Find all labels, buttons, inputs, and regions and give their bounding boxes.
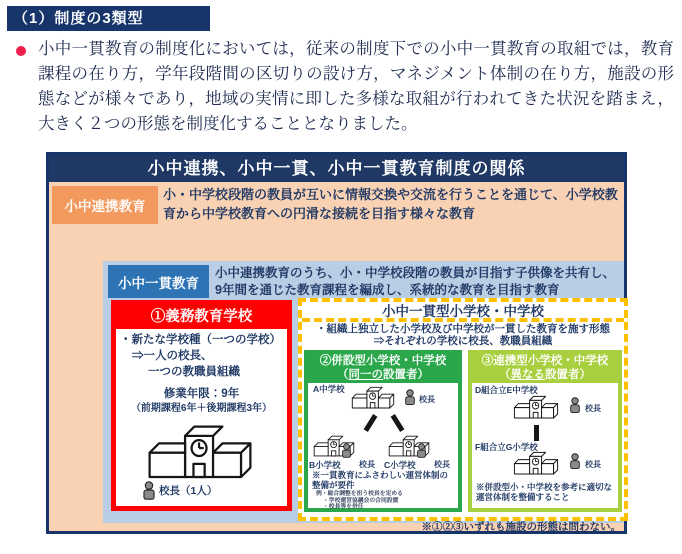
- relationship-diagram: [46, 152, 627, 534]
- renkei-education-description: 小・中学校段階の教員が互いに情報交換や交流を行うことを通じて、小学校教育から中学校教育への円滑な接続を目指す様々な教育: [163, 187, 618, 221]
- gimu-box-body: [116, 329, 287, 506]
- gimu-line3: 一つの教職員組織: [148, 366, 240, 378]
- school-f-principal-icon: [569, 453, 581, 469]
- school-d-building-icon: [512, 394, 560, 424]
- arrow-to-school-c: [391, 414, 405, 432]
- school-a-principal-label: 校長: [419, 395, 435, 404]
- school-f-building-icon: [512, 450, 560, 480]
- school-c-label: C小学校: [384, 460, 416, 470]
- ikkan-gata-box: [298, 298, 628, 521]
- school-f-principal-label: 校長: [585, 460, 601, 469]
- principal-person-icon: [142, 481, 156, 500]
- intro-paragraph: 小中一貫教育の制度化においては，従来の制度下での小中一貫教育の取組では，教育課程の在り方，学年段階間の区切りの設け方，マネジメント体制の在り方，施設の形態などが様々であり，地域の実情に即した多様な取組が行われてきた状況を踏まえ，大きく２つの形態を制度化することとなりました。: [38, 39, 675, 133]
- school-a-building-icon: [350, 385, 396, 413]
- renkei-gata-note: ※併設型小・中学校を参考に適切な運営体制を整備すること: [476, 482, 613, 502]
- heisetsu-note: ※一貫教育にふさわしい運営体制の整備が要件: [312, 470, 449, 490]
- school-b-principal-icon: [341, 443, 352, 458]
- renkei-gata-title-line2: （異なる設置者）: [499, 368, 591, 381]
- school-d-principal-label: 校長: [585, 404, 601, 413]
- gimu-line2: ⇒一人の校長、: [132, 350, 213, 362]
- arrow-to-school-b: [364, 414, 378, 432]
- heisetsu-box: [304, 350, 462, 512]
- school-a-label: A中学校: [313, 384, 345, 394]
- gimu-kyoiku-gakko-box: [111, 300, 292, 511]
- heisetsu-title: [308, 354, 458, 383]
- heisetsu-title-line2: （同一の設置者）: [337, 368, 429, 381]
- heisetsu-example-line1: 例・総合調整を担う校長を定める: [316, 491, 403, 497]
- renkei-gata-title: [472, 354, 618, 383]
- heisetsu-body: [308, 383, 458, 511]
- renkei-gata-box: [468, 350, 622, 512]
- bullet-icon: [16, 46, 26, 56]
- section-header-label: （1）制度の3類型: [13, 10, 144, 27]
- ikkan-gata-desc-line1: ・組織上独立した小学校及び中学校が一貫した教育を施す形態: [316, 323, 610, 335]
- gimu-principal-row: [142, 481, 217, 500]
- school-d-principal-icon: [569, 397, 581, 413]
- gimu-box-title: ①義務教育学校: [116, 305, 287, 329]
- school-b-principal-label: 校長: [359, 460, 375, 469]
- ikkan-description-line1: 小中連携教育のうち、小・中学校段階の教員が目指す子供像を共有し、: [215, 266, 616, 280]
- ikkan-gata-desc-line2: ⇒それぞれの学校に校長、教職員組織: [373, 334, 553, 347]
- school-a-principal-icon: [404, 389, 416, 405]
- ikkan-education-description: [215, 265, 620, 299]
- ikkan-education-label: 小中一貫教育: [108, 265, 209, 298]
- heisetsu-example-line3: ・校長等を併任: [323, 504, 364, 511]
- gimu-line1: ・新たな学校種（一つの学校）: [120, 334, 281, 346]
- school-d-label: D組合立E中学校: [475, 385, 538, 395]
- ikkan-description-line2: 9年間を通じた教育課程を編成し、系統的な教育を目指す教育: [215, 283, 560, 297]
- gimu-principal-label: 校長（1人）: [159, 484, 218, 497]
- gimu-term: 修業年限：9年: [163, 388, 240, 400]
- heisetsu-title-line1: ②併設型小学校・中学校: [319, 355, 447, 367]
- ikkan-gata-description: [302, 324, 624, 347]
- heisetsu-examples: [316, 491, 454, 511]
- connector-d-to-f: [534, 425, 539, 441]
- renkei-gata-title-line1: ③連携型小学校・中学校: [481, 355, 609, 367]
- ikkan-gata-title: 小中一貫型小学校・中学校: [302, 302, 624, 322]
- school-b-label: B小学校: [309, 460, 341, 470]
- renkei-gata-body: [472, 383, 618, 504]
- school-building-icon: [144, 421, 256, 490]
- gimu-term-detail: （前期課程6年＋後期課程3年）: [130, 403, 273, 414]
- section-header: [7, 6, 210, 31]
- school-c-principal-label: 校長: [434, 460, 450, 469]
- school-c-principal-icon: [416, 443, 427, 458]
- ikkan-education-panel: [103, 261, 624, 523]
- diagram-title: 小中連携、小中一貫、小中一貫教育制度の関係: [49, 155, 624, 182]
- school-f-label: F組合立G小学校: [475, 442, 538, 452]
- heisetsu-example-line2: ・学校運営協議会の合同設置: [323, 497, 399, 504]
- renkei-education-label: 小中連携教育: [52, 186, 158, 224]
- diagram-footnote: ※①②③いずれも施設の形態は問わない。: [421, 521, 621, 533]
